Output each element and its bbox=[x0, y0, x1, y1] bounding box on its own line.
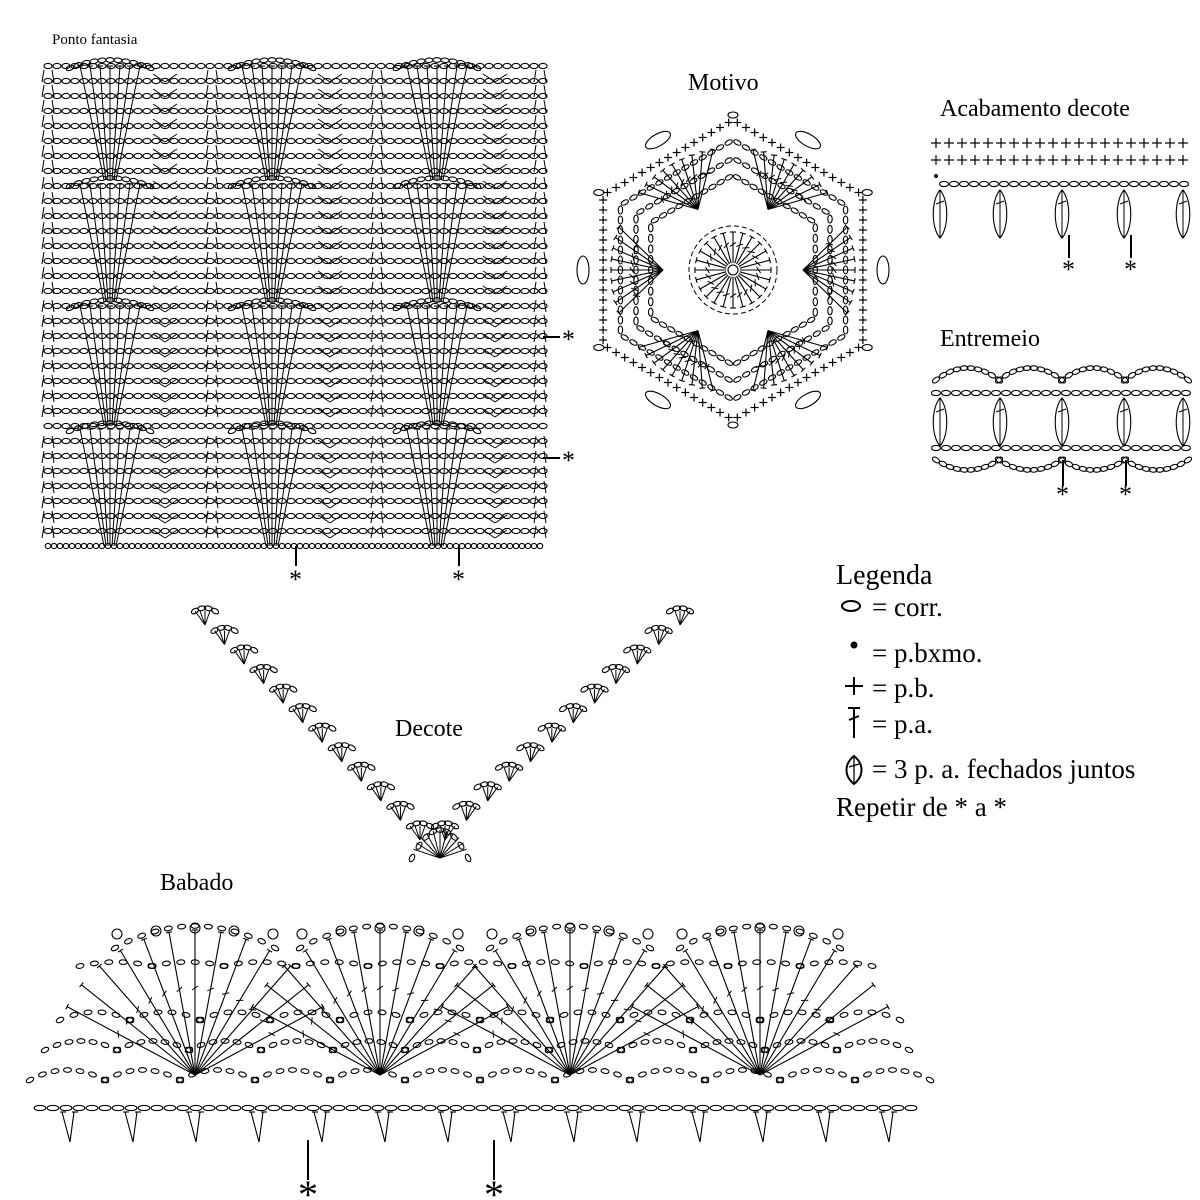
babado-chart bbox=[25, 923, 934, 1142]
repeat-mark: * bbox=[484, 1172, 504, 1200]
decote-title: Decote bbox=[395, 716, 463, 742]
entremeio-repeat-markers bbox=[1056, 460, 1132, 509]
chain-oval-icon bbox=[842, 601, 860, 611]
repeat-mark: * bbox=[1119, 480, 1132, 509]
legend-item-cluster: = 3 p. a. fechados juntos bbox=[872, 754, 1136, 784]
ponto-fantasia-title: Ponto fantasia bbox=[52, 32, 138, 48]
single-crochet-cross-icon bbox=[845, 677, 863, 695]
repeat-mark: * bbox=[1124, 255, 1137, 284]
repeat-mark: * bbox=[289, 565, 302, 594]
legend-item-corr: = corr. bbox=[872, 592, 943, 622]
legend-item-pa: = p.a. bbox=[872, 709, 933, 739]
entremeio-chart bbox=[931, 366, 1192, 473]
double-crochet-bar-icon bbox=[848, 708, 860, 738]
acabamento-decote-title: Acabamento decote bbox=[940, 96, 1130, 122]
legend-item-pbxmo: = p.bxmo. bbox=[872, 638, 983, 668]
legend-repeat-note: Repetir de * a * bbox=[836, 792, 1007, 822]
repeat-mark: * bbox=[562, 325, 575, 354]
repeat-mark: * bbox=[562, 446, 575, 475]
repeat-mark: * bbox=[452, 565, 465, 594]
legend bbox=[836, 560, 1135, 822]
entremeio-title: Entremeio bbox=[940, 326, 1040, 352]
babado-repeat-markers bbox=[298, 1140, 504, 1200]
acabamento-decote-chart bbox=[931, 138, 1190, 238]
motivo-title: Motivo bbox=[688, 70, 759, 96]
ponto-fantasia-chart bbox=[42, 58, 547, 549]
repeat-mark: * bbox=[298, 1172, 318, 1200]
legend-item-pb: = p.b. bbox=[872, 673, 935, 703]
slip-stitch-dot-icon bbox=[851, 642, 858, 649]
babado-title: Babado bbox=[160, 870, 234, 896]
acabamento-decote-repeat-markers bbox=[1062, 235, 1137, 284]
repeat-mark: * bbox=[1062, 255, 1075, 284]
motivo-chart bbox=[577, 112, 889, 428]
cluster-3dc-icon bbox=[847, 756, 862, 784]
legend-title: Legenda bbox=[836, 560, 933, 591]
repeat-mark: * bbox=[1056, 480, 1069, 509]
